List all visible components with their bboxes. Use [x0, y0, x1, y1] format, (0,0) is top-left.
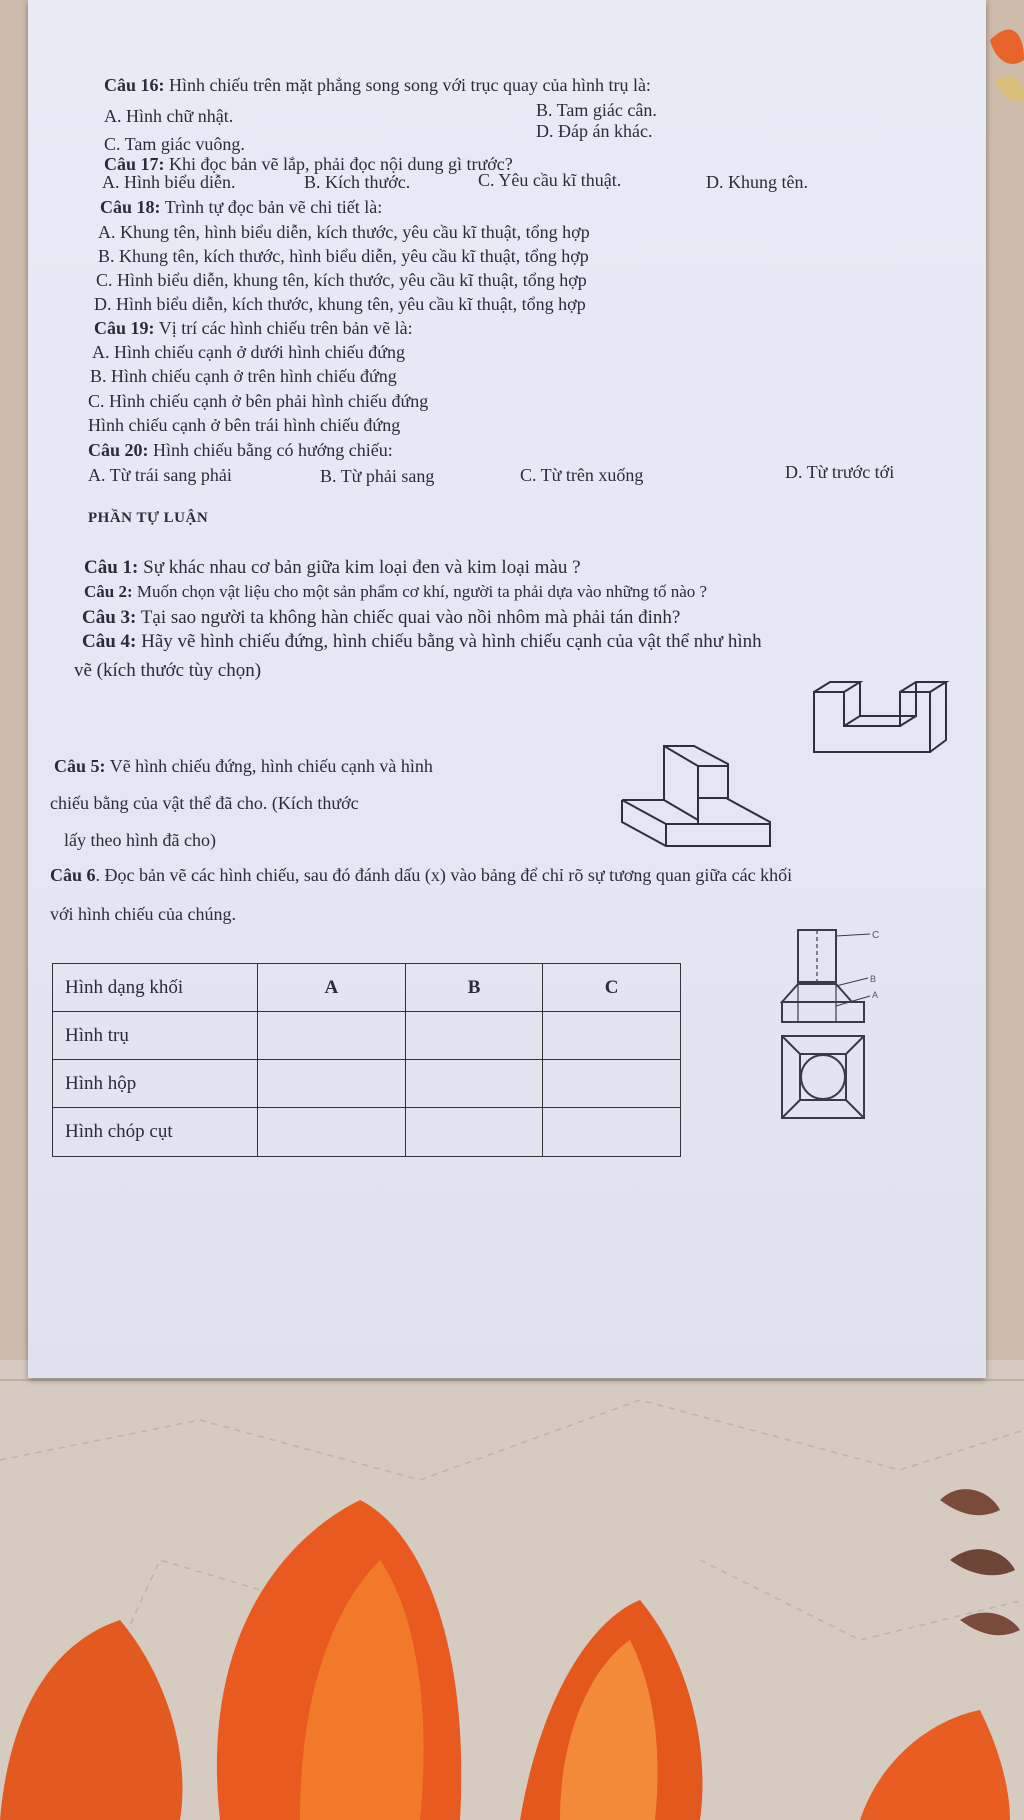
table-cell[interactable] — [543, 1012, 681, 1060]
table-cell[interactable] — [257, 1012, 405, 1060]
q20-option-b: B. Từ phải sang — [320, 466, 435, 486]
table-cell[interactable] — [543, 1108, 681, 1157]
q19-option-b: B. Hình chiếu cạnh ở trên hình chiếu đứng — [90, 366, 397, 386]
label-a: A — [872, 990, 879, 1000]
q17-option-c: C. Yêu cầu kĩ thuật. — [478, 170, 622, 190]
essay-question-5-cont2: lấy theo hình đã cho) — [64, 830, 216, 850]
label-b: B — [870, 974, 877, 984]
table-cell[interactable] — [543, 1060, 681, 1108]
table-cell[interactable] — [257, 1060, 405, 1108]
essay-question-5: Câu 5: Vẽ hình chiếu đứng, hình chiếu cạnh và hình — [54, 756, 433, 776]
table-header-b: B — [405, 964, 543, 1012]
q18-option-b: B. Khung tên, kích thước, hình biểu diễn, yêu cầu kĩ thuật, tổng hợp — [98, 246, 589, 266]
table-header-c: C — [543, 964, 681, 1012]
q16-option-b: B. Tam giác cân. — [536, 100, 657, 120]
q16-option-a: A. Hình chữ nhật. — [104, 106, 234, 126]
table-cell[interactable] — [405, 1012, 543, 1060]
table-cell[interactable] — [405, 1108, 543, 1157]
row-label-cylinder: Hình trụ — [53, 1012, 258, 1060]
q17-option-a: A. Hình biểu diễn. — [102, 172, 236, 192]
question-16-stem: Câu 16: Hình chiếu trên mặt phẳng song song với trục quay của hình trụ là: — [104, 75, 651, 95]
table-header-a: A — [257, 964, 405, 1012]
essay-question-5-cont: chiếu bằng của vật thể đã cho. (Kích thước — [50, 793, 359, 813]
projection-drawing-figure — [778, 926, 890, 1122]
essay-question-1: Câu 1: Sự khác nhau cơ bản giữa kim loại đen và kim loại màu ? — [84, 557, 581, 578]
question-19-stem: Câu 19: Vị trí các hình chiếu trên bản vẽ là: — [94, 318, 413, 338]
q17-option-d: D. Khung tên. — [706, 172, 808, 192]
row-label-box: Hình hộp — [53, 1060, 258, 1108]
essay-question-6: Câu 6. Đọc bản vẽ các hình chiếu, sau đó đánh dấu (x) vào bảng để chỉ rõ sự tương quan giữa các khối — [50, 865, 793, 885]
question-18-stem: Câu 18: Trình tự đọc bản vẽ chi tiết là: — [100, 197, 383, 217]
essay-question-6-cont: với hình chiếu của chúng. — [50, 904, 236, 924]
table-cell[interactable] — [257, 1108, 405, 1157]
label-c: C — [872, 930, 880, 941]
row-label-frustum: Hình chóp cụt — [53, 1108, 258, 1157]
q18-option-c: C. Hình biểu diễn, khung tên, kích thước, yêu cầu kĩ thuật, tổng hợp — [96, 270, 587, 290]
q19-option-a: A. Hình chiếu cạnh ở dưới hình chiếu đứng — [92, 342, 405, 362]
q20-option-c: C. Từ trên xuống — [520, 465, 644, 485]
q17-option-b: B. Kích thước. — [304, 172, 411, 192]
table-header-shape: Hình dạng khối — [53, 964, 258, 1012]
q20-option-a: A. Từ trái sang phải — [88, 465, 232, 485]
table-cell[interactable] — [405, 1060, 543, 1108]
q20-option-d: D. Từ trước tới — [785, 462, 895, 482]
question-17-stem: Câu 17: Khi đọc bản vẽ lắp, phải đọc nội dung gì trước? — [104, 154, 513, 174]
essay-question-3: Câu 3: Tại sao người ta không hàn chiếc quai vào nồi nhôm mà phải tán đinh? — [82, 607, 681, 628]
q19-option-c: C. Hình chiếu cạnh ở bên phải hình chiếu đứng — [88, 391, 429, 411]
essay-question-4: Câu 4: Hãy vẽ hình chiếu đứng, hình chiếu bằng và hình chiếu cạnh của vật thể như hình — [82, 631, 762, 652]
table-row — [53, 1108, 681, 1157]
question-20-stem: Câu 20: Hình chiếu bằng có hướng chiếu: — [88, 440, 393, 460]
q19-option-d: Hình chiếu cạnh ở bên trái hình chiếu đứng — [88, 415, 401, 435]
q18-option-a: A. Khung tên, hình biểu diễn, kích thước, yêu cầu kĩ thuật, tổng hợp — [98, 222, 590, 242]
t-block-figure — [618, 740, 774, 850]
table-row — [53, 1012, 681, 1060]
essay-question-2: Câu 2: Muốn chọn vật liệu cho một sản phẩm cơ khí, người ta phải dựa vào những tố nào ? — [84, 582, 708, 601]
u-block-figure — [808, 678, 956, 756]
q16-option-c: C. Tam giác vuông. — [104, 134, 245, 154]
essay-question-4-cont: vẽ (kích thước tùy chọn) — [74, 660, 262, 681]
q16-option-d: D. Đáp án khác. — [536, 121, 653, 141]
shape-correlation-table — [52, 963, 681, 1157]
essay-heading: PHẦN TỰ LUẬN — [88, 510, 209, 526]
table-row — [53, 1060, 681, 1108]
q18-option-d: D. Hình biểu diễn, kích thước, khung tên, yêu cầu kĩ thuật, tổng hợp — [94, 294, 586, 314]
